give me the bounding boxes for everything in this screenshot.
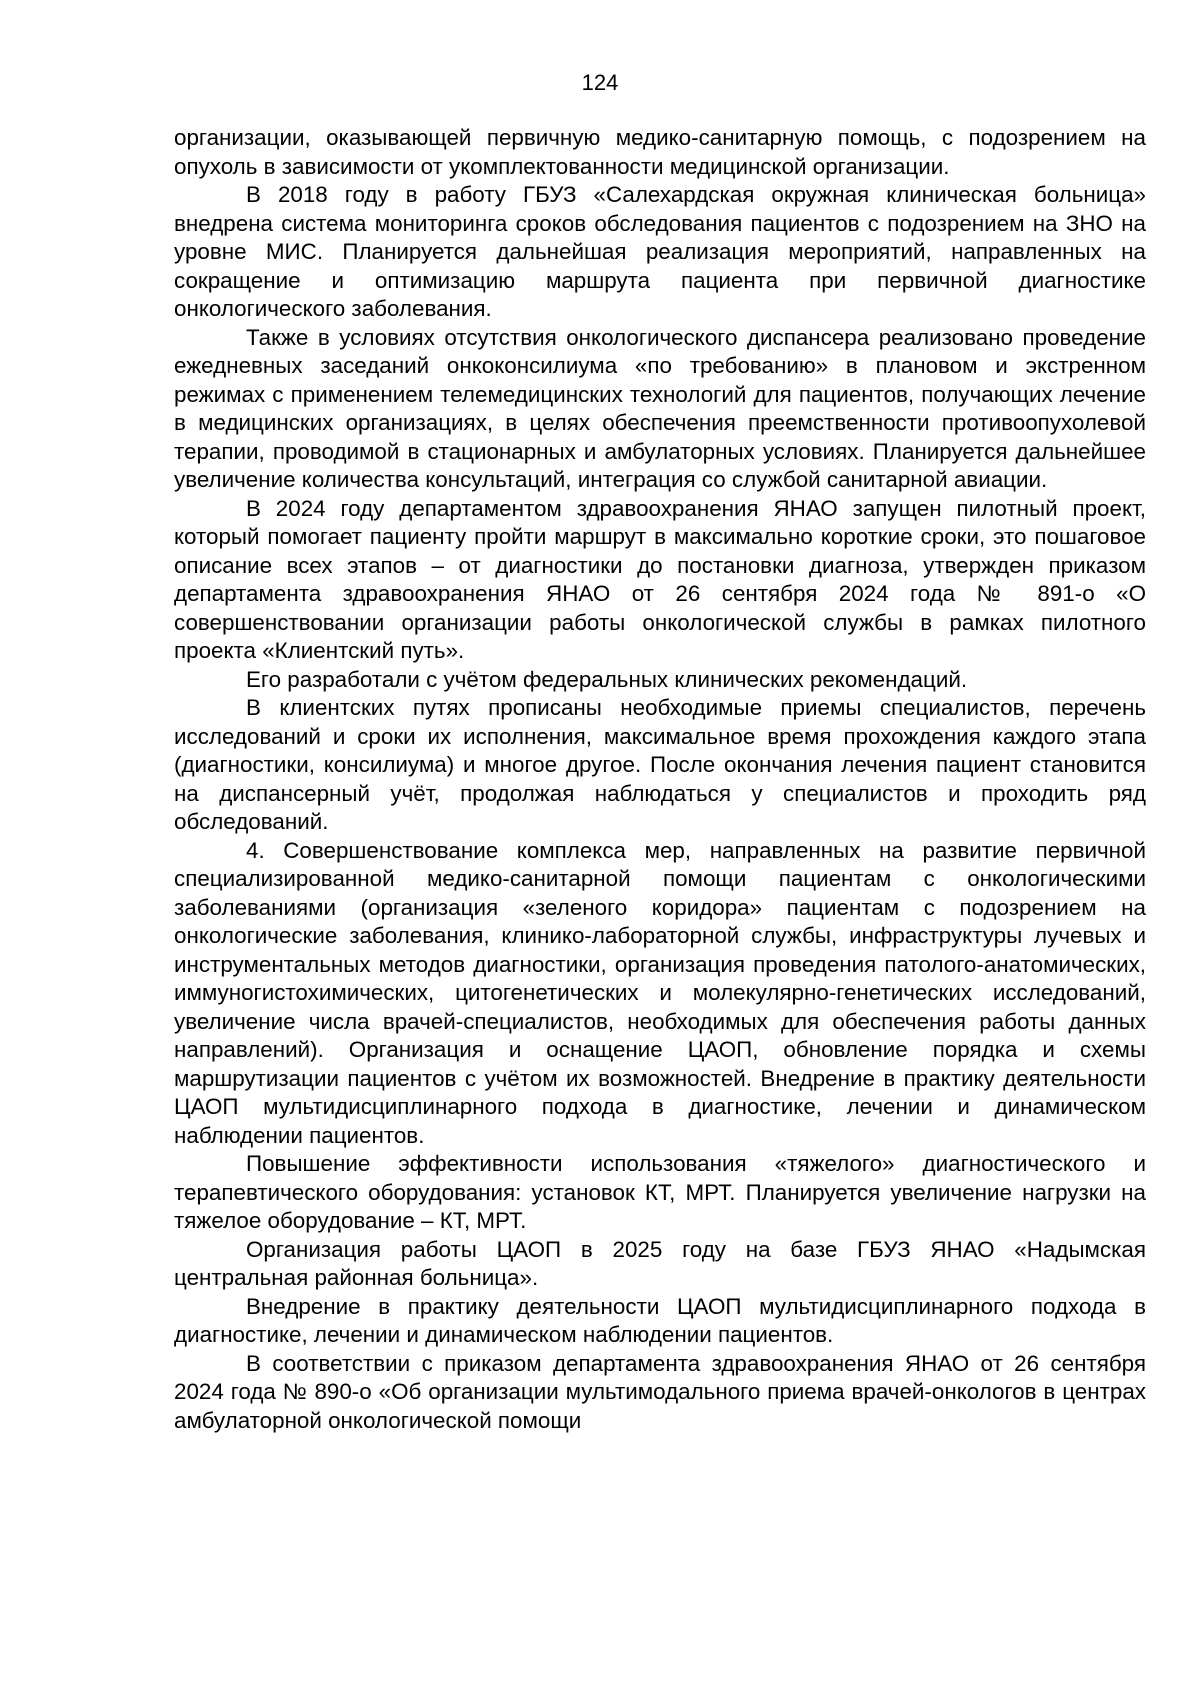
paragraph-caop-2025: Организация работы ЦАОП в 2025 году на базе ГБУЗ ЯНАО «Надымская центральная районная больница». xyxy=(174,1236,1146,1290)
paragraph-clinical-recommendations: Его разработали с учётом федеральных клинических рекомендаций. xyxy=(246,666,968,692)
paragraph-salekhard-monitoring: В 2018 году в работу ГБУЗ «Салехардская окружная клиническая больница» внедрена система мониторинга сроков обследования пациентов с подозрением на ЗНО на уровне МИС. Планируется дальнейшая реализация мероприятий, направленных на сокращение и оптимизацию маршрута пациента при первичной диагностике онкологического заболевания. xyxy=(174,182,1146,321)
paragraph-oncoconsilium: Также в условиях отсутствия онкологического диспансера реализовано проведение ежедневных заседаний онкоконсилиума «по требованию» в плановом и экстренном режимах с применением телемедицинских технологий для пациентов, получающих лечение в медицинских организациях, в целях обеспечения преемственности противоопухолевой терапии, проводимой в стационарных и амбулаторных условиях. Планируется дальнейшее увеличение количества консультаций, интеграция со службой санитарной авиации. xyxy=(174,324,1146,492)
paragraph-item-4: 4. Совершенствование комплекса мер, направленных на развитие первичной специализированной медико-санитарной помощи пациентам с онкологическими заболеваниями (организация «зеленого коридора» пациентам с подозрением на онкологические заболевания, клинико-лабораторной службы, инфраструктуры лучевых и инструментальных методов диагностики, организация проведения патолого-анатомических, иммуногистохимических, цитогенетических и молекулярно-генетических исследований, увеличение числа врачей-специалистов, необходимых для обеспечения работы данных направлений). Организация и оснащение ЦАОП, обновление порядка и схемы маршрутизации пациентов с учётом их возможностей. Внедрение в практику деятельности ЦАОП мультидисциплинарного подхода в диагностике, лечении и динамическом наблюдении пациентов. xyxy=(174,837,1146,1148)
document-body xyxy=(174,124,1146,1435)
paragraph-order-890: В соответствии с приказом департамента здравоохранения ЯНАО от 26 сентября 2024 года № 890-о «Об организации мультимодального приема врачей-онкологов в центрах амбулаторной онкологической помощи xyxy=(174,1350,1146,1433)
paragraph-client-paths: В клиентских путях прописаны необходимые приемы специалистов, перечень исследований и сроки их исполнения, максимальное время прохождения каждого этапа (диагностики, консилиума) и многое другое. После окончания лечения пациент становится на диспансерный учёт, продолжая наблюдаться у специалистов и проходить ряд обследований. xyxy=(174,695,1146,834)
page-number: 124 xyxy=(581,70,619,95)
paragraph-continuation: организации, оказывающей первичную медико-санитарную помощь, с подозрением на опухоль в зависимости от укомплектованности медицинской организации. xyxy=(174,125,1146,179)
paragraph-pilot-project: В 2024 году департаментом здравоохранения ЯНАО запущен пилотный проект, который помогает пациенту пройти маршрут в максимально короткие сроки, это пошаговое описание всех этапов – от диагностики до постановки диагноза, утвержден приказом департамента здравоохранения ЯНАО от 26 сентября 2024 года № 891-о «О совершенствовании организации работы онкологической службы в рамках пилотного проекта «Клиентский путь». xyxy=(174,495,1146,663)
paragraph-heavy-equipment: Повышение эффективности использования «тяжелого» диагностического и терапевтического оборудования: установок КТ, МРТ. Планируется увеличение нагрузки на тяжелое оборудование – КТ, МРТ. xyxy=(174,1151,1146,1233)
paragraph-multidisciplinary: Внедрение в практику деятельности ЦАОП мультидисциплинарного подхода в диагностике, лечении и динамическом наблюдении пациентов. xyxy=(174,1293,1146,1347)
